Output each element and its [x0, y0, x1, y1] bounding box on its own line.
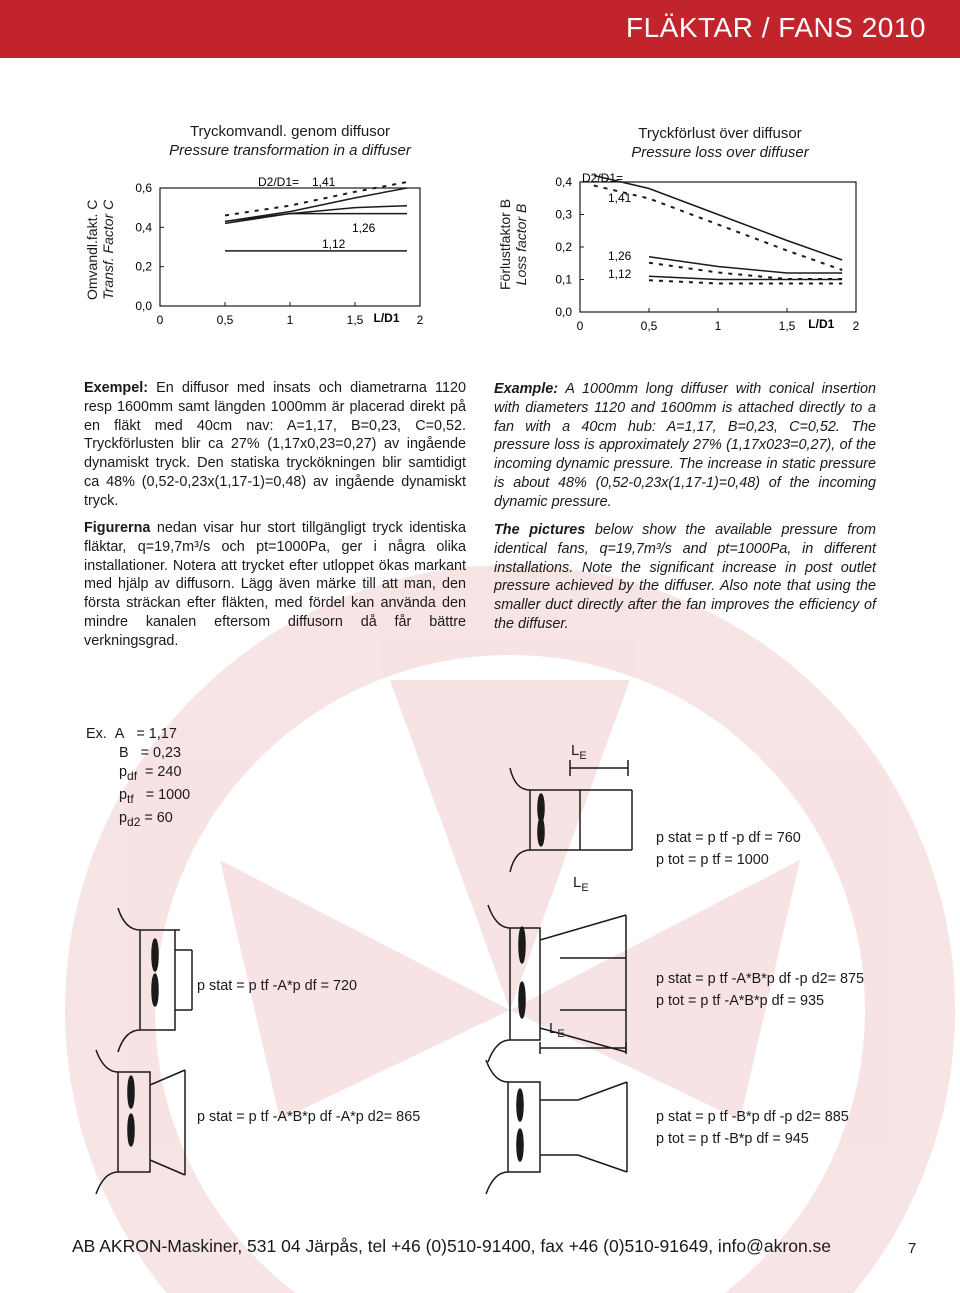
footer-contact: AB AKRON-Maskiner, 531 04 Järpås, tel +46 (0)510-91400, fax +46 (0)510-91649, info@akron.se [72, 1236, 832, 1256]
en-pictures-label: The pictures [494, 522, 586, 538]
diagram4-fan-duct-diffuser [96, 1050, 185, 1194]
chart1-title-en: Pressure transformation in a diffuser [169, 142, 411, 159]
le-label-1: $L_E$ [571, 742, 587, 762]
x-tick-label: 2 [416, 313, 424, 327]
series-label: 1,26 [352, 221, 376, 235]
ex-pd2-sub: d2 [127, 814, 141, 829]
diagram1-fan-duct [510, 760, 632, 872]
x-tick-label: 1,5 [778, 319, 796, 333]
ex-a-label: A [114, 726, 125, 742]
sv-example-label: Exempel: [84, 380, 148, 396]
formula-4a: p stat = p tf -A*B*p df -A*p d2= 865 [197, 1109, 421, 1125]
formula-3b: p tot = p tf -A*B*p df = 935 [656, 993, 825, 1009]
series-label: 1,12 [608, 267, 632, 281]
chart1-ylabel-sv: Omvandl.fakt. C [84, 199, 100, 300]
formula-4 [197, 1106, 420, 1128]
y-tick-label: 0,0 [135, 299, 152, 313]
x-axis-label: L/D1 [808, 317, 835, 331]
formula-1a: p stat = p tf -p df = 760 [656, 830, 801, 846]
page-number: 7 [908, 1240, 917, 1257]
chart2-title-sv: Tryckförlust över diffusor [638, 125, 802, 142]
y-tick-label: 0,4 [555, 175, 572, 189]
ex-pdf-sub: df [127, 768, 138, 783]
y-tick-label: 0,4 [135, 220, 152, 235]
series-label: 1,12 [322, 237, 346, 251]
page-title: FLÄKTAR / FANS 2010 [626, 12, 926, 43]
x-tick-label: 1,5 [346, 313, 364, 327]
ratio-annotation: D2/D1= [582, 171, 624, 185]
x-tick-label: 0,5 [640, 319, 658, 333]
formula-1b: p tot = p tf = 1000 [656, 852, 769, 868]
x-tick-label: 0 [576, 319, 584, 333]
en-pictures-body: below show the available pressure from identical fans, q=19,7m³/s and pt=1000Pa, in different installations. Note the significant increase in post outlet pressure achieved by the diffuser. Also note that using the smaller duct directly after the fan improves the efficiency of the diffuser. [494, 522, 876, 632]
series-label: 1,41 [608, 191, 632, 205]
formula-1 [656, 827, 801, 871]
x-tick-label: 0 [156, 313, 164, 327]
sv-figures-label: Figurerna [84, 520, 151, 536]
chart1-title-sv: Tryckomvandl. genom diffusor [189, 123, 391, 140]
ex-b-value: = 0,23 [140, 745, 182, 761]
le-label-2: $L_E$ [573, 874, 589, 894]
ex-label: Ex. [86, 726, 107, 742]
series-label: 1,41 [312, 175, 336, 189]
ex-ptf-sub: tf [127, 791, 134, 806]
x-tick-label: 1 [714, 319, 722, 333]
x-axis-label: L/D1 [373, 311, 400, 325]
x-tick-label: 0,5 [216, 313, 234, 327]
formula-2 [197, 975, 357, 997]
y-tick-label: 0,3 [555, 207, 572, 222]
ex-pd2-value: = 60 [144, 809, 173, 826]
x-tick-label: 2 [852, 319, 860, 333]
formula-5b: p tot = p tf -B*p df = 945 [656, 1131, 809, 1147]
y-tick-label: 0,6 [135, 181, 152, 195]
y-tick-label: 0,2 [555, 240, 572, 254]
chart2-ylabel-sv: Förlustfaktor B [497, 198, 513, 290]
en-example-body: A 1000mm long diffuser with conical insertion with diameters 1120 and 1600mm is attached directly to a fan with a 40cm hub: A=1,17, B=0,23, C=0,52. The pressure loss is approximately 27% (1,17x023=0,27), of the incoming dynamic pressure. The increase in static pressure is about 48% (0,52-0,23x(1,17-1)=0,48) of the incoming dynamic pressure. [494, 381, 876, 510]
chart2-title-en: Pressure loss over diffuser [631, 144, 809, 161]
ex-b-label: B [119, 745, 129, 761]
ex-a-value: = 1,17 [136, 726, 177, 742]
chart2-ylabel-en: Loss factor B [513, 203, 529, 286]
le-label-3: $L_E$ [549, 1020, 565, 1040]
en-example-label: Example: [494, 381, 558, 397]
x-tick-label: 1 [286, 313, 294, 327]
ratio-annotation: D2/D1= [258, 175, 300, 189]
sv-example-body: En diffusor med insats och diametrarna 1120 resp 1600mm samt längden 1000mm är placerad direkt på en fläkt med 40cm nav: A=1,17, B=0,23, C=0,52. Tryckförlusten blir ca 27% (1,17x0,23=0,27) av ingående dynamiskt tryck. Den statiska tryckökningen blir samtidigt ca 48% (0,52-0,23x(1,17-1)=0,48) av ingående dynamiskt tryck. [84, 380, 466, 509]
example-values: Ex. A = 1,17 B = 0,23 $p_{df} = 240$ $p_{tf}$ = 1000 $p_{d2} = 60$ [86, 726, 191, 829]
formula-5 [656, 1106, 849, 1150]
ex-pdf-value: = 240 [145, 764, 182, 780]
diagram2-fan-duct [118, 908, 192, 1052]
y-tick-label: 0,1 [555, 272, 572, 287]
formula-5a: p stat = p tf -B*p df -p d2= 885 [656, 1109, 849, 1125]
ex-ptf-value: = 1000 [145, 786, 191, 803]
formula-2a: p stat = p tf -A*p df = 720 [197, 978, 357, 994]
y-tick-label: 0,2 [135, 259, 152, 274]
formula-3 [656, 968, 864, 1012]
y-tick-label: 0,0 [555, 305, 572, 319]
series-label: 1,26 [608, 249, 632, 263]
formula-3a: p stat = p tf -A*B*p df -p d2= 875 [656, 971, 864, 987]
sv-figures-body: nedan visar hur stort tillgängligt tryck identiska fläktar, q=19,7m³/s och pt=1000Pa, ger i några olika installationer. Notera att trycket efter utloppet ökas markant med hjälp av diffusorn. Lägg även märke till att man, den första sträckan efter fläkten, med fördel kan använda den mindre kanalen eftersom diffusorn då får bättre verkningsgrad. [84, 520, 466, 649]
chart1-ylabel-en: Transf. Factor C [100, 199, 116, 300]
diagram5-fan-duct-diffuser [486, 1060, 627, 1194]
